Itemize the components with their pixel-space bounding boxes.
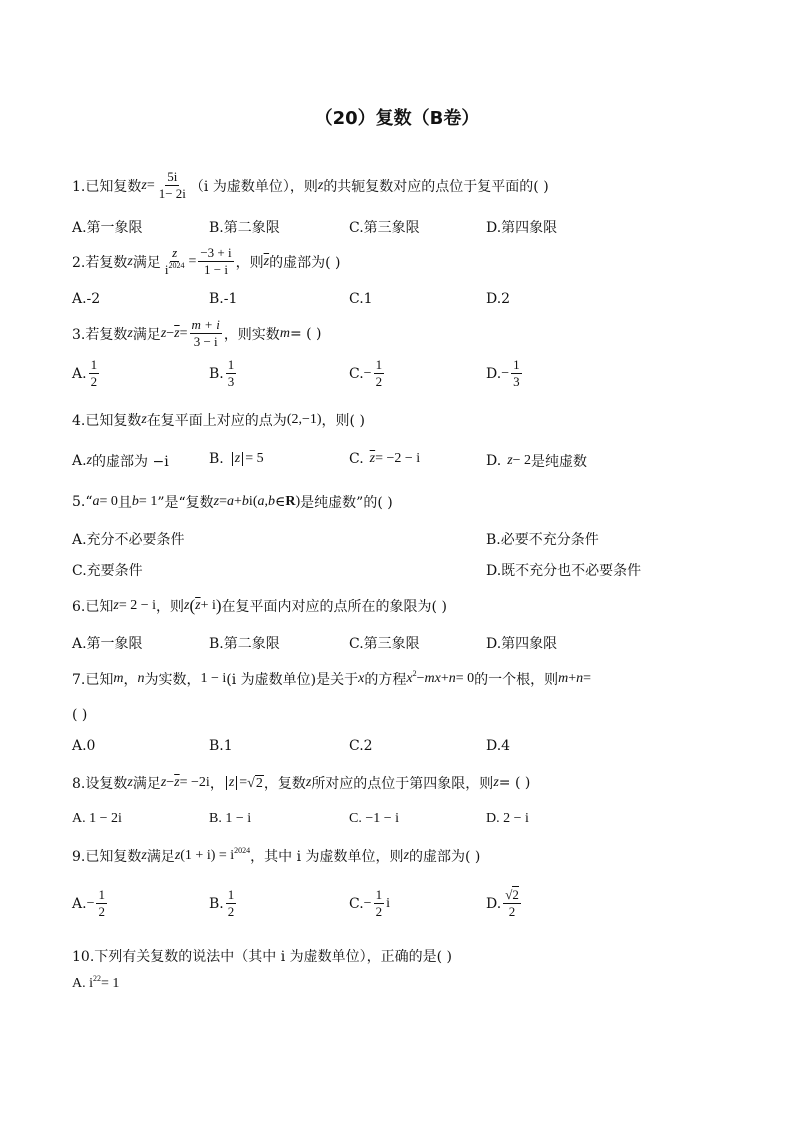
q5-option-a[interactable]: A.充分不必要条件 (72, 532, 185, 548)
q5-option-c[interactable]: C.充要条件 (72, 563, 143, 579)
q3-option-a[interactable]: A. $\frac{1}{2}$ (72, 357, 98, 390)
q1-option-b[interactable]: B.第二象限 (209, 220, 280, 236)
q6-option-c[interactable]: C.第三象限 (349, 636, 420, 652)
question-2: 2.若复数 z 满足 $\frac{z}{i^{2024}}$ = $\frac{-3 + i}{1 - i}$ ，则 $\overline{z}$ 的虚部为( ) (72, 245, 341, 278)
fraction: $\frac{5i}{1- 2i}$ (158, 169, 186, 202)
q1-option-c[interactable]: C.第三象限 (349, 220, 420, 236)
q7-option-b[interactable]: B.1 (209, 738, 233, 754)
q1-option-a[interactable]: A.第一象限 (72, 220, 143, 236)
q3-option-c[interactable]: C. − $\frac{1}{2}$ (349, 357, 383, 390)
sqrt-symbol: √ 2 (247, 775, 263, 791)
q2-option-b[interactable]: B.-1 (209, 291, 238, 307)
question-5: 5.“ a = 0 且 b = 1 ”是“复数 z = a + b i ( a , b ∈ R ) 是纯虚数”的( ) (72, 494, 393, 511)
q9-option-d[interactable]: D. $\frac{√2}{2}$ (486, 887, 519, 920)
q8-option-c[interactable]: C. −1 − i (349, 811, 400, 826)
q6-option-a[interactable]: A.第一象限 (72, 636, 143, 652)
question-6: 6.已知 z = 2 − i ，则 z ( $\overline{z}$ + i ) 在复平面内对应的点所在的象限为( ) (72, 596, 447, 615)
q2-option-a[interactable]: A.-2 (72, 291, 101, 307)
q7-option-d[interactable]: D.4 (486, 738, 511, 754)
q1-option-d[interactable]: D.第四象限 (486, 220, 558, 236)
q4-option-c[interactable]: C. $\overline{z}$ = −2 − i (349, 451, 421, 467)
q8-option-a[interactable]: A. 1 − 2i (72, 811, 122, 826)
question-3: 3.若复数 z 满足 z − $\overline{z}$ = $\frac{m + i}{3 - i}$ ，则实数 m = ( ) (72, 317, 322, 350)
q9-option-b[interactable]: B. $\frac{1}{2}$ (209, 887, 235, 920)
fraction: $\frac{m + i}{3 - i}$ (191, 317, 220, 350)
q3-option-b[interactable]: B. $\frac{1}{3}$ (209, 357, 235, 390)
question-10: 10.下列有关复数的说法中（其中 i 为虚数单位），正确的是( ) (72, 949, 453, 965)
fraction: $\frac{z}{i^{2024}}$ (164, 245, 185, 278)
q7-option-a[interactable]: A.0 (72, 738, 96, 754)
q10-option-a[interactable]: A. i 22 = 1 (72, 973, 120, 991)
q6-option-d[interactable]: D.第四象限 (486, 636, 558, 652)
q7-option-c[interactable]: C.2 (349, 738, 373, 754)
q4-option-d[interactable]: D. z − 2 是纯虚数 (486, 453, 588, 470)
q8-option-b[interactable]: B. 1 − i (209, 811, 252, 826)
q9-option-c[interactable]: C. − $\frac{1}{2}$ i (349, 887, 390, 920)
page-title: （20）复数（B卷） (314, 108, 480, 129)
q4-option-b[interactable]: B. z = 5 (209, 451, 264, 467)
q3-option-d[interactable]: D. − $\frac{1}{3}$ (486, 357, 520, 390)
fraction: $\frac{-3 + i}{1 - i}$ (200, 245, 232, 278)
q4-option-a[interactable]: A. z 的虚部为 −i (72, 453, 169, 470)
q2-option-c[interactable]: C.1 (349, 291, 373, 307)
question-9: 9.已知复数 z 满足 z (1 + i) = i 2024 ，其中 i 为虚数单位，则 z 的虚部为( ) (72, 845, 481, 865)
question-4: 4.已知复数 z 在复平面上对应的点为 (2,−1) ，则( ) (72, 412, 365, 429)
question-7-answer-bracket: ( ) (72, 707, 88, 723)
q2-option-d[interactable]: D.2 (486, 291, 511, 307)
question-7: 7.已知 m ， n 为实数， 1 − i (i 为虚数单位)是关于 x 的方程 x 2 − m x + n = 0 的一个根，则 m + n = (72, 668, 592, 688)
question-1: 1.已知复数 z = $\frac{5i}{1- 2i}$ （i 为虚数单位），则 z 的共轭复数对应的点位于复平面的( ) (72, 169, 549, 202)
q5-option-b[interactable]: B.必要不充分条件 (486, 532, 599, 548)
q5-option-d[interactable]: D.既不充分也不必要条件 (486, 563, 642, 579)
q9-option-a[interactable]: A. − $\frac{1}{2}$ (72, 887, 105, 920)
q8-option-d[interactable]: D. 2 − i (486, 811, 529, 826)
question-8: 8.设复数 z 满足 z − $\overline{z}$ = −2i ， z = √ 2 ，复数 z 所对应的点位于第四象限，则 z = ( ) (72, 775, 531, 792)
q6-option-b[interactable]: B.第二象限 (209, 636, 280, 652)
